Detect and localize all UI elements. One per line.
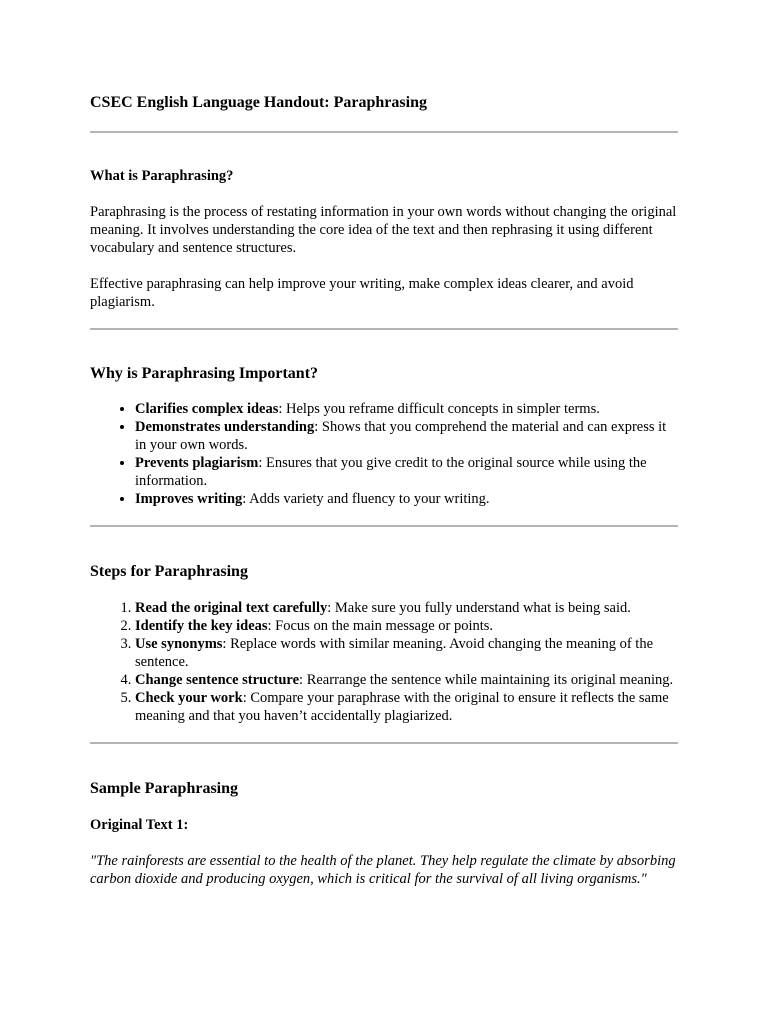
list-item-text: : Replace words with similar meaning. Avoid changing the meaning of the sentence. (135, 636, 654, 670)
list-item (135, 689, 678, 725)
list-item-term: Improves writing (135, 491, 243, 507)
steps-list (90, 599, 678, 725)
section-divider (90, 525, 678, 527)
steps-heading: Steps for Paraphrasing (90, 563, 248, 580)
list-item-text: : Focus on the main message or points. (267, 618, 494, 634)
list-item-text: : Ensures that you give credit to the original source while using the information. (135, 455, 647, 489)
list-item (135, 671, 678, 689)
list-item-term: Use synonyms (135, 636, 223, 652)
why-list (90, 400, 678, 508)
document-title: CSEC English Language Handout: Paraphrasing (90, 94, 427, 111)
section-divider (90, 131, 678, 133)
original-text-quote: "The rainforests are essential to the health of the planet. They help regulate the climate by absorbing carbon dioxide and producing oxygen, which is critical for the survival of all living organisms." (90, 853, 676, 887)
what-heading: What is Paraphrasing? (90, 168, 234, 184)
list-item (135, 599, 678, 617)
list-item-term: Identify the key ideas (135, 618, 268, 634)
list-item-term: Check your work (135, 690, 243, 706)
list-item-term: Prevents plagiarism (135, 455, 259, 471)
list-item-text: : Shows that you comprehend the material and can express it in your own words. (135, 419, 667, 453)
original-text-label: Original Text 1: (90, 817, 189, 833)
list-item-text: : Compare your paraphrase with the original to ensure it reflects the same meaning and that you haven’t accidentally plagiarized. (135, 690, 669, 724)
list-item-term: Read the original text carefully (135, 600, 328, 616)
list-item (135, 490, 678, 508)
what-paragraph-1: Paraphrasing is the process of restating information in your own words without changing the original meaning. It involves understanding the core idea of the text and then rephrasing it using different vocabulary and sentence structures. (90, 204, 677, 256)
list-item (135, 617, 678, 635)
list-item (135, 418, 678, 454)
list-item (135, 454, 678, 490)
sample-heading: Sample Paraphrasing (90, 780, 239, 797)
list-item-term: Change sentence structure (135, 672, 300, 688)
list-item-term: Clarifies complex ideas (135, 401, 279, 417)
list-item (135, 635, 678, 671)
list-item-text: : Make sure you fully understand what is being said. (327, 600, 631, 616)
list-item-text: : Helps you reframe difficult concepts in simpler terms. (278, 401, 600, 417)
section-divider (90, 742, 678, 744)
list-item-text: : Rearrange the sentence while maintaining its original meaning. (299, 672, 674, 688)
section-divider (90, 328, 678, 330)
list-item-text: : Adds variety and fluency to your writing. (242, 491, 490, 507)
list-item-term: Demonstrates understanding (135, 419, 315, 435)
what-paragraph-2: Effective paraphrasing can help improve your writing, make complex ideas clearer, and avoid plagiarism. (90, 276, 634, 310)
why-heading: Why is Paraphrasing Important? (90, 365, 319, 382)
list-item (135, 400, 678, 418)
